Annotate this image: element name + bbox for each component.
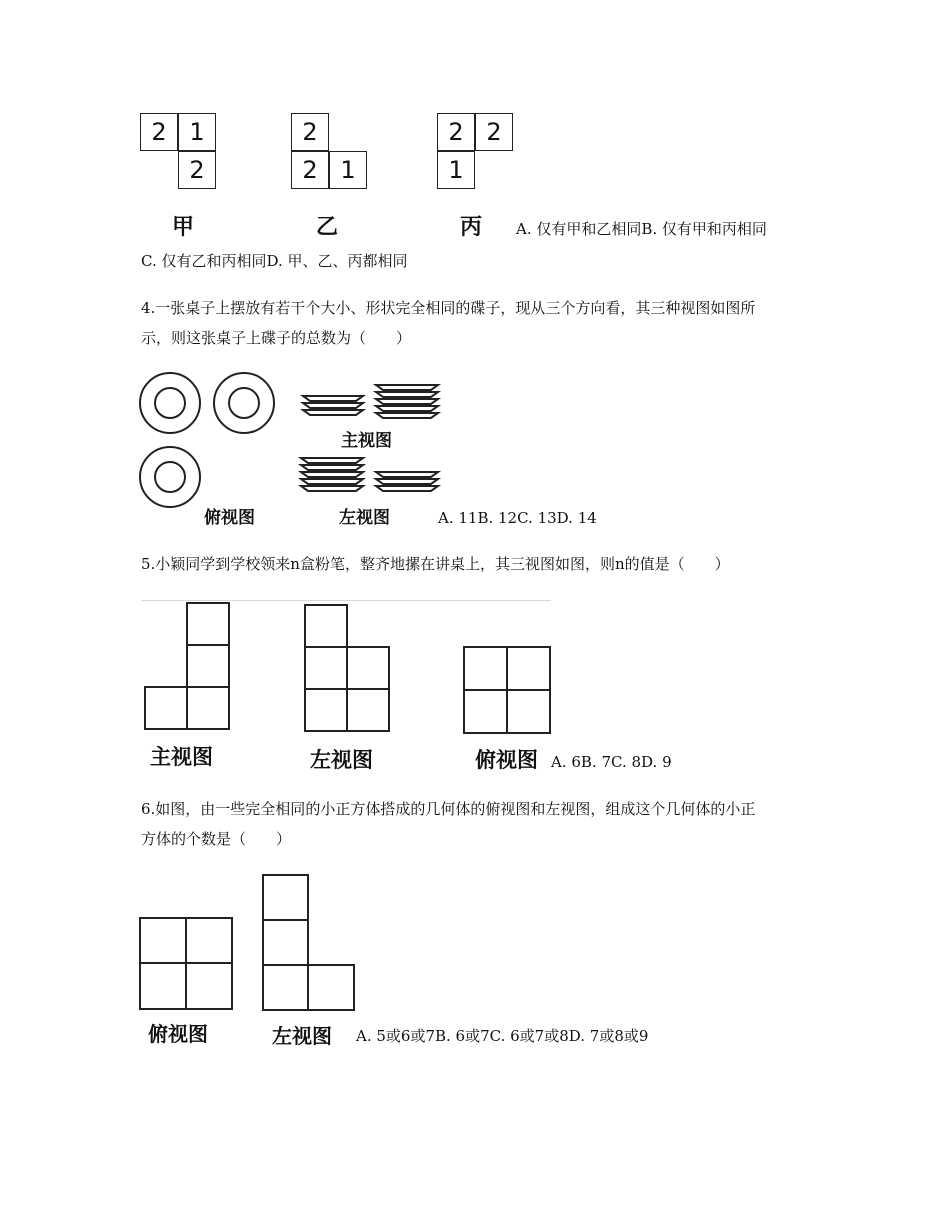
view-cell	[186, 963, 232, 1009]
grid-cell: 2	[437, 113, 475, 151]
view-cell	[263, 965, 308, 1010]
q4-text-line2: 示，则这张桌子上碟子的总数为（ ）	[141, 329, 412, 347]
grid-cell: 1	[178, 113, 216, 151]
view-cell	[140, 918, 186, 963]
view-cell	[263, 875, 308, 920]
q5-view-top-label: 俯视图	[475, 748, 538, 772]
grid-cell: 2	[140, 113, 178, 151]
grid-cell: 2	[475, 113, 513, 151]
q4-view-top-label: 俯视图	[204, 508, 255, 528]
q6-text-line2: 方体的个数是（ ）	[141, 830, 292, 848]
view-cell	[140, 963, 186, 1009]
q6-view-left-label: 左视图	[272, 1024, 332, 1048]
grid-cell: 1	[437, 151, 475, 189]
view-cell	[308, 965, 354, 1010]
grid-cell: 1	[329, 151, 367, 189]
q4-view-left-label: 左视图	[339, 508, 390, 528]
q4-options: A. 11B. 12C. 13D. 14	[438, 509, 597, 527]
label-jia: 甲	[172, 215, 195, 240]
grid-cell: 2	[178, 151, 216, 189]
view-cell	[186, 918, 232, 963]
grid-cell: 2	[291, 113, 329, 151]
q5-view-left-label: 左视图	[310, 748, 373, 772]
q3-options-line1: A. 仅有甲和乙相同B. 仅有甲和丙相同	[516, 220, 767, 238]
q6-view-top-label: 俯视图	[148, 1022, 208, 1046]
q4-view-front-label: 主视图	[341, 431, 392, 451]
q6-text-line1: 6.如图，由一些完全相同的小正方体搭成的几何体的俯视图和左视图，组成这个几何体的小正	[141, 800, 756, 818]
q5-options: A. 6B. 7C. 8D. 9	[551, 753, 672, 771]
q4-text-line1: 4.一张桌子上摆放有若干个大小、形状完全相同的碟子，现从三个方向看，其三种视图如图所	[141, 299, 756, 317]
q5-view-front-label: 主视图	[150, 745, 213, 769]
q6-options: A. 5或6或7B. 6或7C. 6或7或8D. 7或8或9	[356, 1027, 649, 1045]
q3-options-line2: C. 仅有乙和丙相同D. 甲、乙、丙都相同	[141, 252, 408, 270]
q5-text: 5.小颖同学到学校领来n盒粉笔，整齐地摞在讲桌上，其三视图如图，则n的值是（ ）	[141, 555, 730, 573]
label-bing: 丙	[460, 215, 483, 240]
label-yi: 乙	[316, 215, 339, 240]
view-cell	[263, 920, 308, 965]
grid-cell: 2	[291, 151, 329, 189]
